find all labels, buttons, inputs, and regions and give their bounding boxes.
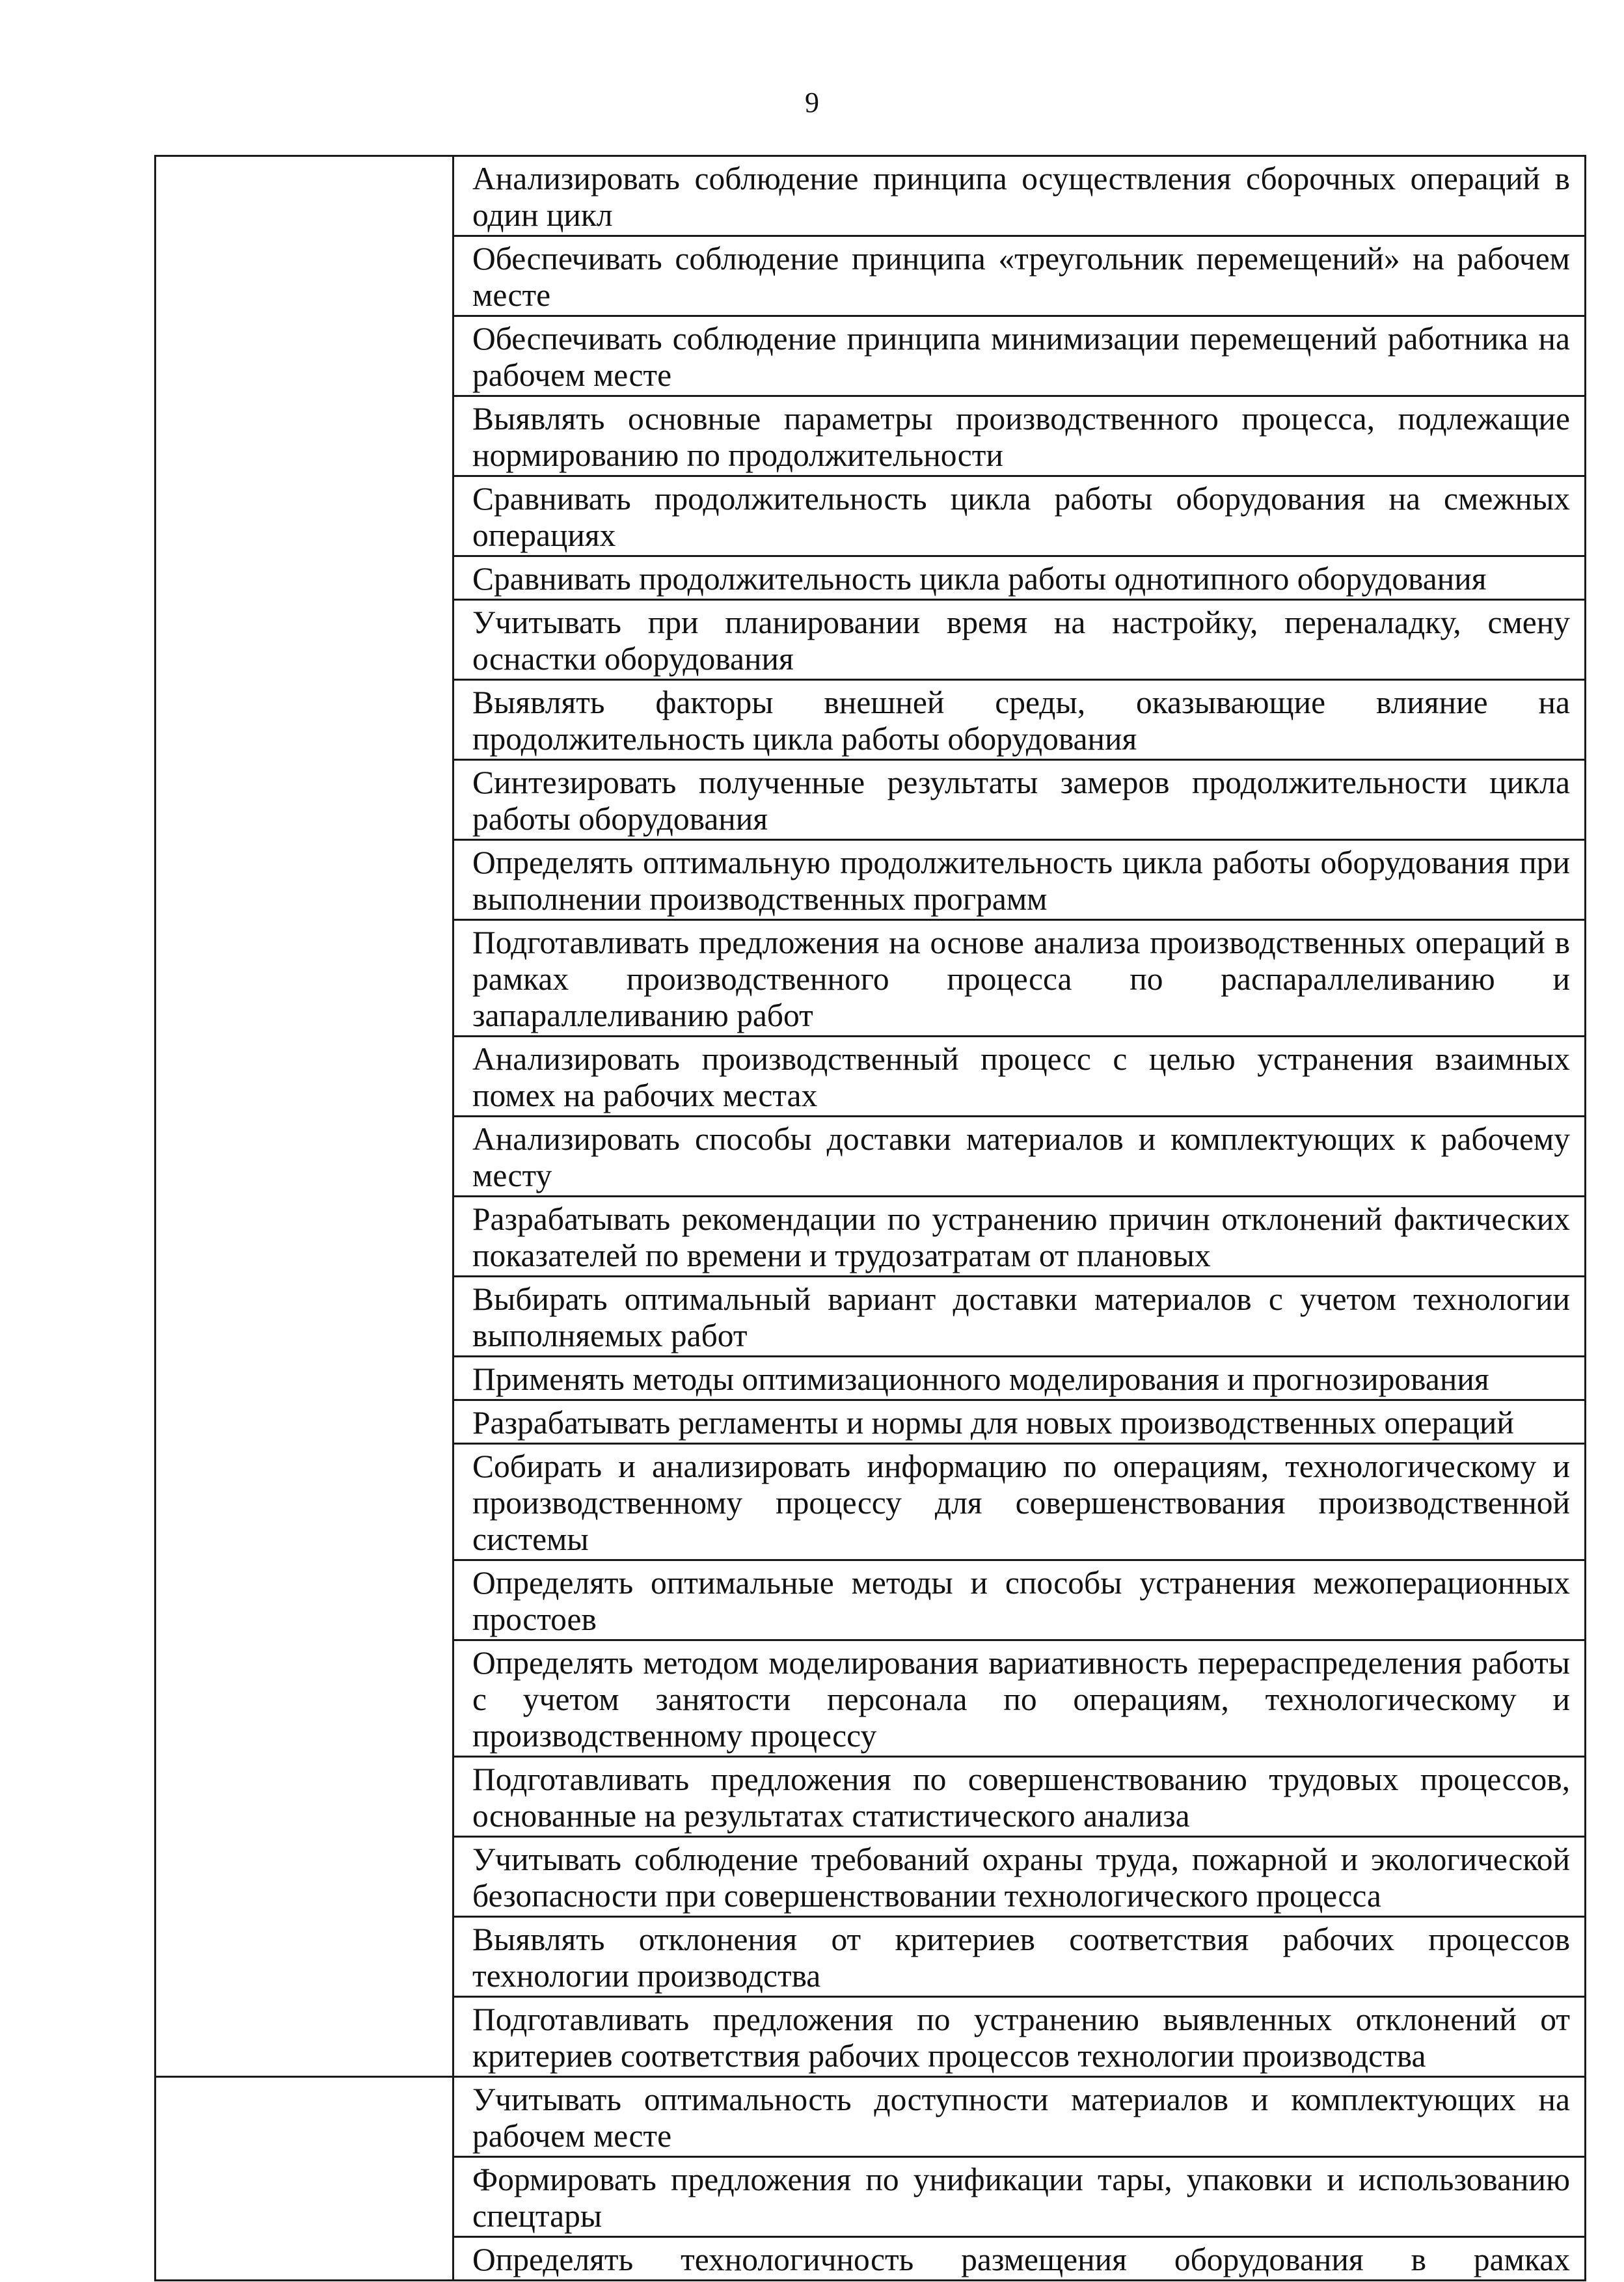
table-cell: Обеспечивать соблюдение принципа «треугольник перемещений» на рабочем месте bbox=[453, 236, 1586, 316]
table-cell: Определять оптимальную продолжительность цикла работы оборудования при выполнении производственных программ bbox=[453, 840, 1586, 920]
table-cell: Разрабатывать рекомендации по устранению причин отклонений фактических показателей по времени и трудозатратам от плановых bbox=[453, 1197, 1586, 1277]
table-left-cell bbox=[156, 2077, 453, 2281]
skills-table bbox=[154, 155, 1586, 2281]
page-number: 9 bbox=[805, 87, 819, 118]
table-cell: Подготавливать предложения по совершенствованию трудовых процессов, основанные на результатах статистического анализа bbox=[453, 1757, 1586, 1837]
table-cell: Анализировать способы доставки материалов и комплектующих к рабочему месту bbox=[453, 1117, 1586, 1197]
table-cell: Определять технологичность размещения оборудования в рамках bbox=[453, 2237, 1586, 2281]
table-cell: Учитывать при планировании время на настройку, переналадку, смену оснастки оборудования bbox=[453, 600, 1586, 680]
table-cell: Выявлять факторы внешней среды, оказывающие влияние на продолжительность цикла работы оборудования bbox=[453, 680, 1586, 760]
table-row bbox=[156, 156, 1586, 236]
table-cell: Подготавливать предложения по устранению выявленных отклонений от критериев соответствия рабочих процессов технологии производства bbox=[453, 1997, 1586, 2077]
table-cell: Сравнивать продолжительность цикла работы оборудования на смежных операциях bbox=[453, 476, 1586, 556]
table-cell: Собирать и анализировать информацию по операциям, технологическому и производственному процессу для совершенствования производственной системы bbox=[453, 1444, 1586, 1560]
table-cell: Учитывать оптимальность доступности материалов и комплектующих на рабочем месте bbox=[453, 2077, 1586, 2157]
table-cell: Разрабатывать регламенты и нормы для новых производственных операций bbox=[453, 1400, 1586, 1444]
table-cell: Анализировать соблюдение принципа осуществления сборочных операций в один цикл bbox=[453, 156, 1586, 236]
table-cell: Учитывать соблюдение требований охраны труда, пожарной и экологической безопасности при совершенствовании технологического процесса bbox=[453, 1837, 1586, 1917]
table-cell: Применять методы оптимизационного моделирования и прогнозирования bbox=[453, 1357, 1586, 1400]
table-cell: Формировать предложения по унификации тары, упаковки и использованию спецтары bbox=[453, 2157, 1586, 2237]
table-cell: Подготавливать предложения на основе анализа производственных операций в рамках производственного процесса по распараллеливанию и запараллеливанию работ bbox=[453, 920, 1586, 1037]
table-left-cell bbox=[156, 156, 453, 2077]
table-cell: Синтезировать полученные результаты замеров продолжительности цикла работы оборудования bbox=[453, 760, 1586, 840]
table-cell: Выявлять отклонения от критериев соответствия рабочих процессов технологии производства bbox=[453, 1917, 1586, 1997]
table-cell: Определять оптимальные методы и способы устранения межоперационных простоев bbox=[453, 1560, 1586, 1640]
table-cell: Обеспечивать соблюдение принципа минимизации перемещений работника на рабочем месте bbox=[453, 316, 1586, 396]
table-row bbox=[156, 2077, 1586, 2157]
table-cell: Определять методом моделирования вариативность перераспределения работы с учетом занятости персонала по операциям, технологическому и производственному процессу bbox=[453, 1640, 1586, 1757]
table-cell: Выбирать оптимальный вариант доставки материалов с учетом технологии выполняемых работ bbox=[453, 1277, 1586, 1357]
table-cell: Выявлять основные параметры производственного процесса, подлежащие нормированию по продолжительности bbox=[453, 396, 1586, 476]
table-cell: Сравнивать продолжительность цикла работы однотипного оборудования bbox=[453, 556, 1586, 600]
table-cell: Анализировать производственный процесс с целью устранения взаимных помех на рабочих местах bbox=[453, 1037, 1586, 1117]
